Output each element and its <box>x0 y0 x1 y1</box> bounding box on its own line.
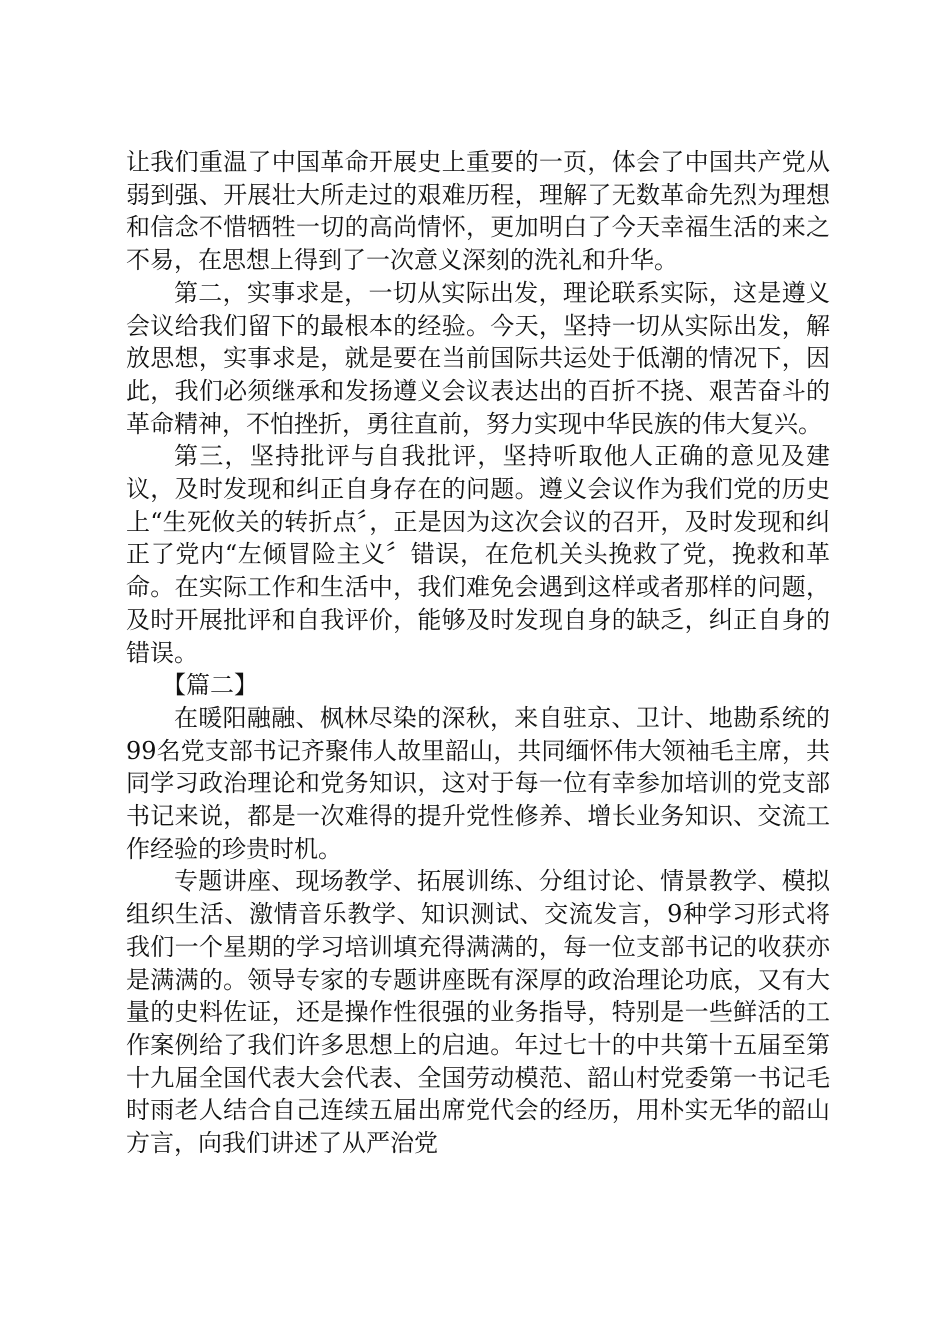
section-heading: 【篇二】 <box>162 671 258 700</box>
document-body <box>126 146 830 1160</box>
paragraph-intro: 在暖阳融融、枫林尽染的深秋，来自驻京、卫计、地勘系统的99名党支部书记齐聚伟人故里韶山，共同缅怀伟大领袖毛主席，共同学习政治理论和党务知识，这对于每一位有幸参加培训的党支部书记来说，都是一次难得的提升党性修养、增长业务知识、交流工作经验的珍贵时机。 <box>126 703 830 863</box>
paragraph-point-three: 第三，坚持批评与自我批评，坚持听取他人正确的意见及建议，及时发现和纠正自身存在的问题。遵义会议作为我们党的历史上“生死攸关的转折点〞，正是因为这次会议的召开，及时发现和纠正了党内“左倾冒险主义〞错误，在危机关头挽救了党，挽救和革命。在实际工作和生活中，我们难免会遇到这样或者那样的问题，及时开展批评和自我评价，能够及时发现自身的缺乏，纠正自身的错误。 <box>126 442 830 667</box>
paragraph-study-forms: 专题讲座、现场教学、拓展训练、分组讨论、情景教学、模拟组织生活、激情音乐教学、知识测试、交流发言，9种学习形式将我们一个星期的学习培训填充得满满的，每一位支部书记的收获亦是满满的。领导专家的专题讲座既有深厚的政治理论功底，又有大量的史料佐证，还是操作性很强的业务指导，特别是一些鲜活的工作案例给了我们许多思想上的启迪。年过七十的中共第十五届至第十九届全国代表大会代表、全国劳动模范、韶山村党委第一书记毛时雨老人结合自己连续五届出席党代会的经历，用朴实无华的韶山方言，向我们讲述了从严治党 <box>126 867 830 1158</box>
paragraph-continuation: 让我们重温了中国革命开展史上重要的一页，体会了中国共产党从弱到强、开展壮大所走过的艰难历程，理解了无数革命先烈为理想和信念不惜牺牲一切的高尚情怀，更加明白了今天幸福生活的来之不易，在思想上得到了一次意义深刻的洗礼和升华。 <box>126 148 830 275</box>
paragraph-point-two: 第二，实事求是，一切从实际出发，理论联系实际，这是遵义会议给我们留下的最根本的经验。今天，坚持一切从实际出发，解放思想，实事求是，就是要在当前国际共运处于低潮的情况下，因此，我们必须继承和发扬遵义会议表达出的百折不挠、艰苦奋斗的革命精神，不怕挫折，勇往直前，努力实现中华民族的伟大复兴。 <box>126 278 830 438</box>
